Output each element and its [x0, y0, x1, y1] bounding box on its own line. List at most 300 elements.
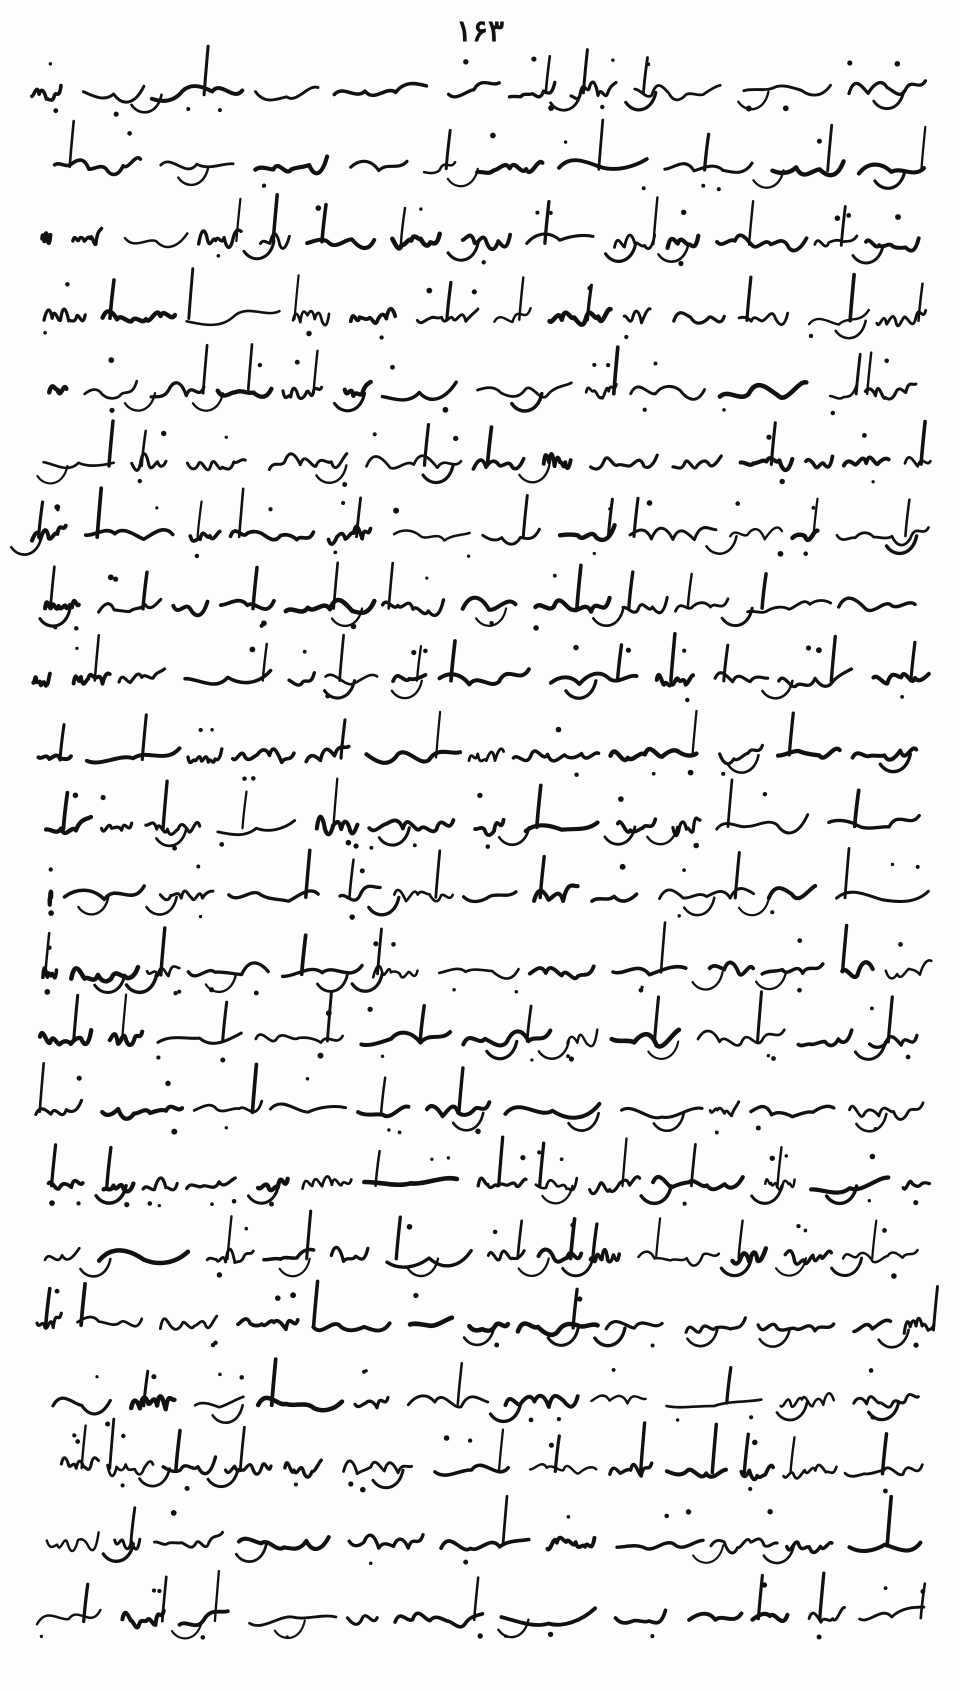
handwritten-stroke	[735, 853, 739, 898]
handwritten-stroke	[661, 923, 665, 973]
handwritten-stroke	[693, 711, 697, 756]
handwritten-stroke	[295, 275, 299, 319]
handwritten-stroke	[687, 1329, 717, 1346]
handwritten-stroke	[275, 1621, 305, 1638]
ink-dot	[587, 286, 592, 291]
handwritten-stroke	[109, 421, 113, 466]
handwritten-stroke	[131, 1508, 135, 1544]
ink-dot	[242, 776, 246, 780]
handwritten-word	[218, 389, 272, 397]
handwritten-word	[293, 311, 329, 325]
handwritten-word	[854, 1320, 891, 1331]
handwritten-word	[143, 1178, 177, 1190]
handwritten-word	[424, 162, 455, 173]
handwritten-stroke	[747, 277, 751, 320]
ink-dot	[752, 1440, 758, 1446]
handwritten-word	[657, 675, 693, 686]
ink-dot	[475, 1129, 481, 1135]
handwritten-stroke	[739, 898, 769, 915]
handwritten-word	[762, 964, 823, 974]
handwritten-stroke	[693, 972, 723, 989]
handwritten-word	[689, 1613, 741, 1619]
manuscript-line	[40, 563, 915, 631]
handwritten-stroke	[63, 793, 67, 829]
ink-dot	[913, 1200, 918, 1205]
ink-dot	[351, 624, 357, 630]
handwritten-word	[180, 1611, 228, 1625]
ink-dot	[721, 772, 725, 776]
ink-dot	[275, 1295, 281, 1301]
ink-dot	[573, 645, 579, 651]
ink-dot	[620, 864, 626, 870]
ink-dot	[688, 770, 694, 776]
handwritten-word	[667, 1400, 762, 1408]
handwritten-stroke	[236, 199, 240, 241]
handwritten-word	[478, 1178, 526, 1187]
ink-dot	[530, 1058, 533, 1061]
handwritten-word	[905, 457, 930, 466]
ink-dot	[803, 551, 808, 556]
handwritten-stroke	[921, 1584, 925, 1618]
manuscript-line	[46, 779, 919, 851]
handwritten-word	[361, 1032, 450, 1045]
ink-dot	[157, 1589, 161, 1593]
ink-dot	[548, 1632, 553, 1637]
handwritten-word	[119, 669, 165, 683]
handwritten-stroke	[74, 995, 78, 1040]
handwritten-word	[844, 457, 889, 465]
ink-dot	[891, 1273, 897, 1279]
handwritten-stroke	[459, 1068, 463, 1113]
manuscript-line	[37, 1281, 938, 1347]
ink-dot	[425, 576, 428, 579]
handwritten-word	[199, 230, 241, 247]
handwritten-word	[387, 1251, 471, 1268]
handwritten-word	[665, 163, 752, 172]
handwritten-word	[345, 382, 371, 396]
ink-dot	[874, 1127, 878, 1131]
ink-dot	[900, 695, 904, 699]
handwritten-word	[226, 1464, 271, 1474]
ink-dot	[210, 728, 214, 732]
handwritten-stroke	[614, 347, 618, 394]
handwritten-word	[307, 239, 374, 248]
ink-dot	[225, 436, 228, 439]
ink-dot	[426, 288, 432, 294]
ink-dot	[847, 60, 852, 65]
ink-dot	[218, 108, 222, 112]
handwritten-word	[475, 820, 503, 835]
handwritten-word	[132, 454, 166, 471]
handwritten-word	[303, 1176, 352, 1188]
handwritten-word	[535, 598, 609, 612]
handwritten-word	[449, 83, 500, 97]
ink-dot	[49, 1200, 55, 1206]
manuscript-line	[48, 848, 928, 919]
handwritten-word	[152, 86, 242, 101]
ink-dot	[213, 1341, 218, 1346]
handwritten-stroke	[887, 1497, 891, 1546]
ink-dot	[369, 846, 373, 850]
ink-dot	[882, 1228, 887, 1233]
ink-dot	[682, 649, 686, 653]
ink-dot	[398, 1130, 402, 1134]
handwritten-stroke	[758, 1575, 762, 1618]
handwritten-stroke	[546, 56, 550, 93]
ink-dot	[262, 184, 266, 188]
handwritten-stroke	[671, 634, 675, 681]
handwritten-stroke	[707, 536, 737, 553]
handwritten-stroke	[519, 465, 549, 482]
handwritten-word	[544, 454, 571, 468]
ink-dot	[75, 647, 78, 650]
handwritten-word	[477, 162, 542, 173]
ink-dot	[762, 1582, 767, 1587]
handwritten-stroke	[243, 792, 247, 829]
handwritten-word	[612, 1030, 679, 1047]
ink-dot	[531, 57, 536, 62]
ink-dot	[217, 254, 221, 258]
handwritten-word	[514, 751, 599, 761]
handwritten-stroke	[176, 1431, 180, 1469]
ink-dot	[217, 1272, 222, 1277]
ink-dot	[373, 432, 377, 436]
ink-dot	[812, 506, 816, 510]
ink-dot	[920, 1589, 925, 1594]
handwritten-word	[610, 1463, 652, 1476]
handwritten-stroke	[340, 635, 344, 681]
ink-dot	[239, 1375, 244, 1380]
ink-dot	[76, 1201, 80, 1205]
handwritten-word	[849, 81, 925, 95]
handwritten-word	[37, 1313, 61, 1328]
handwritten-word	[571, 82, 616, 99]
ink-dot	[806, 645, 811, 650]
handwritten-word	[559, 159, 647, 169]
ink-dot	[306, 331, 312, 337]
handwritten-stroke	[239, 489, 243, 537]
ink-dot	[306, 1077, 310, 1081]
handwritten-stroke	[341, 720, 345, 758]
handwritten-stroke	[820, 1573, 824, 1618]
handwritten-word	[317, 817, 358, 835]
ink-dot	[647, 500, 653, 506]
handwritten-stroke	[523, 496, 527, 537]
ink-dot	[74, 626, 79, 631]
ink-dot	[348, 1481, 353, 1486]
handwritten-stroke	[577, 565, 581, 608]
handwritten-word	[441, 1540, 529, 1550]
ink-dot	[567, 1515, 571, 1519]
handwritten-word	[850, 1543, 921, 1551]
handwritten-word	[160, 1316, 216, 1329]
handwritten-stroke	[855, 790, 859, 826]
ink-dot	[254, 991, 259, 996]
handwritten-word	[536, 1178, 577, 1190]
ink-dot	[48, 910, 54, 916]
ink-dot	[251, 776, 256, 781]
handwritten-word	[469, 1324, 508, 1331]
handwritten-stroke	[921, 422, 925, 464]
handwritten-word	[674, 313, 724, 323]
ink-dot	[444, 1435, 450, 1441]
handwritten-word	[473, 459, 523, 469]
handwritten-stroke	[322, 205, 326, 242]
ink-dot	[364, 1369, 367, 1372]
ink-dot	[199, 728, 203, 732]
ink-dot	[161, 431, 166, 436]
ink-dot	[796, 1224, 800, 1228]
ink-dot	[303, 650, 307, 654]
handwritten-word	[250, 1616, 336, 1626]
handwritten-word	[146, 822, 200, 834]
handwritten-stroke	[618, 645, 622, 681]
handwritten-stroke	[527, 1006, 531, 1041]
ink-dot	[560, 1157, 564, 1161]
ink-dot	[369, 1562, 373, 1566]
handwritten-word	[616, 1610, 666, 1623]
ink-dot	[592, 363, 596, 367]
ink-dot	[797, 938, 802, 943]
ink-dot	[895, 214, 901, 220]
handwritten-word	[618, 819, 656, 832]
handwritten-word	[33, 674, 50, 686]
handwritten-word	[61, 1458, 98, 1470]
handwritten-word	[283, 966, 362, 977]
handwritten-word	[567, 1030, 597, 1047]
handwritten-word	[435, 1465, 508, 1475]
handwritten-word	[289, 673, 314, 685]
ink-dot	[549, 1443, 554, 1448]
ink-dot	[693, 843, 699, 849]
ink-dot	[749, 1415, 753, 1419]
ink-dot	[650, 1634, 654, 1638]
ink-dot	[353, 843, 358, 848]
handwritten-word	[326, 675, 378, 685]
ink-dot	[260, 624, 264, 628]
handwritten-word	[73, 229, 102, 245]
ink-dot	[686, 1509, 691, 1514]
ink-dot	[341, 501, 345, 505]
handwritten-word	[676, 599, 728, 611]
ink-dot	[884, 1586, 888, 1590]
ink-dot	[290, 1292, 296, 1298]
ink-dot	[783, 105, 789, 111]
manuscript-line	[33, 634, 929, 702]
handwritten-stroke	[850, 275, 854, 321]
handwritten-stroke	[208, 1469, 238, 1486]
handwritten-word	[548, 1538, 595, 1550]
handwritten-word	[334, 84, 426, 96]
ink-dot	[463, 59, 468, 64]
handwritten-word	[44, 462, 114, 468]
ink-dot	[537, 1150, 541, 1154]
handwritten-word	[586, 384, 616, 398]
handwritten-word	[313, 1323, 389, 1330]
ink-dot	[47, 946, 51, 950]
ink-dot	[533, 625, 539, 631]
handwritten-stroke	[599, 120, 603, 169]
ink-dot	[651, 1344, 655, 1348]
handwritten-word	[155, 1532, 223, 1547]
ink-dot	[379, 335, 383, 339]
handwritten-stroke	[253, 568, 257, 609]
ink-dot	[413, 1293, 418, 1298]
ink-dot	[468, 1438, 472, 1442]
handwritten-word	[188, 963, 268, 976]
manuscript-line	[37, 1571, 925, 1640]
handwritten-word	[44, 309, 85, 321]
ink-dot	[453, 436, 458, 441]
ink-dot	[804, 1229, 808, 1233]
handwritten-stroke	[738, 92, 768, 109]
ink-dot	[452, 988, 456, 992]
handwritten-stroke	[11, 537, 41, 554]
ink-dot	[108, 357, 114, 363]
ink-dot	[443, 407, 449, 413]
handwritten-stroke	[540, 1143, 544, 1186]
handwritten-word	[207, 1249, 253, 1263]
ink-dot	[717, 187, 721, 191]
ink-dot	[477, 793, 482, 798]
handwritten-stroke	[350, 860, 354, 898]
handwritten-word	[351, 161, 407, 170]
handwritten-stroke	[193, 393, 223, 410]
handwritten-stroke	[248, 344, 252, 393]
handwritten-word	[45, 1248, 79, 1260]
handwritten-stroke	[789, 713, 793, 755]
handwritten-stroke	[629, 572, 633, 608]
ink-dot	[430, 1158, 433, 1161]
ink-dot	[785, 1154, 789, 1158]
handwritten-stroke	[573, 1289, 577, 1328]
handwritten-stroke	[80, 1259, 110, 1276]
handwritten-word	[590, 1177, 640, 1194]
ink-dot	[101, 795, 106, 800]
ink-dot	[871, 480, 874, 483]
handwritten-word	[631, 386, 705, 399]
handwritten-word	[190, 532, 219, 542]
ink-dot	[195, 554, 199, 558]
ink-dot	[419, 207, 422, 210]
ink-dot	[797, 988, 802, 993]
ink-dot	[316, 205, 322, 211]
handwritten-stroke	[213, 1405, 243, 1422]
handwritten-stroke	[688, 574, 692, 608]
handwritten-stroke	[832, 1258, 862, 1275]
handwritten-stroke	[728, 780, 732, 827]
ink-dot	[55, 1289, 60, 1294]
handwritten-word	[369, 820, 453, 831]
ink-dot	[746, 106, 752, 112]
ink-dot	[148, 1201, 153, 1206]
handwritten-stroke	[644, 58, 648, 93]
handwritten-word	[630, 528, 716, 540]
handwritten-word	[173, 602, 207, 616]
ink-dot	[199, 915, 202, 918]
handwritten-stroke	[499, 1430, 503, 1471]
handwritten-word	[355, 1398, 388, 1408]
ink-dot	[763, 792, 767, 796]
handwritten-word	[366, 752, 460, 763]
ink-dot	[472, 289, 477, 294]
handwritten-word	[255, 157, 327, 174]
ink-dot	[155, 506, 158, 509]
ink-dot	[564, 140, 567, 143]
ink-dot	[520, 1155, 525, 1160]
ink-dot	[677, 914, 680, 917]
handwritten-word	[218, 821, 295, 835]
ink-dot	[553, 574, 557, 578]
handwritten-word	[815, 236, 857, 246]
handwritten-word	[351, 309, 395, 323]
handwritten-stroke	[595, 1328, 625, 1345]
ink-dot	[411, 650, 416, 655]
handwritten-stroke	[40, 609, 70, 626]
ink-dot	[53, 108, 58, 113]
ink-dot	[390, 365, 395, 370]
ink-dot	[209, 987, 214, 992]
handwritten-word	[839, 598, 915, 610]
manuscript-line	[36, 1063, 923, 1134]
ink-dot	[478, 1633, 483, 1638]
ink-dot	[701, 184, 705, 188]
handwritten-word	[147, 966, 179, 976]
handwritten-stroke	[593, 608, 623, 625]
handwritten-stroke	[655, 997, 659, 1042]
ink-dot	[831, 411, 835, 415]
ink-dot	[349, 914, 355, 920]
handwritten-stroke	[95, 635, 99, 680]
handwritten-word	[285, 1460, 321, 1477]
manuscript-line	[11, 488, 928, 558]
handwritten-stroke	[684, 898, 714, 915]
ink-dot	[664, 1514, 669, 1519]
handwritten-stroke	[758, 992, 762, 1042]
ink-dot	[916, 865, 920, 869]
handwritten-stroke	[189, 269, 193, 319]
ink-dot	[258, 363, 262, 367]
handwritten-word	[874, 674, 929, 684]
ink-dot	[72, 1433, 76, 1437]
handwritten-word	[478, 383, 572, 397]
handwritten-stroke	[369, 897, 399, 914]
handwritten-word	[830, 384, 857, 398]
ink-dot	[642, 186, 646, 190]
manuscript-line	[45, 1211, 918, 1279]
handwritten-word	[865, 384, 915, 399]
ink-dot	[326, 1010, 332, 1016]
handwritten-stroke	[658, 244, 688, 261]
handwritten-word	[395, 1613, 482, 1626]
handwritten-word	[744, 85, 831, 95]
ink-dot	[548, 105, 554, 111]
ink-dot	[816, 647, 822, 653]
handwritten-word	[592, 894, 637, 901]
ink-dot	[556, 727, 562, 733]
handwritten-word	[258, 1179, 288, 1190]
handwritten-word	[668, 236, 699, 248]
ink-dot	[735, 501, 740, 506]
handwritten-stroke	[381, 1078, 385, 1113]
handwritten-word	[55, 158, 141, 175]
handwritten-word	[42, 233, 50, 243]
ink-dot	[549, 211, 553, 215]
handwritten-stroke	[307, 1211, 311, 1259]
handwritten-stroke	[905, 500, 909, 536]
handwritten-word	[741, 458, 793, 470]
ink-dot	[685, 698, 689, 702]
